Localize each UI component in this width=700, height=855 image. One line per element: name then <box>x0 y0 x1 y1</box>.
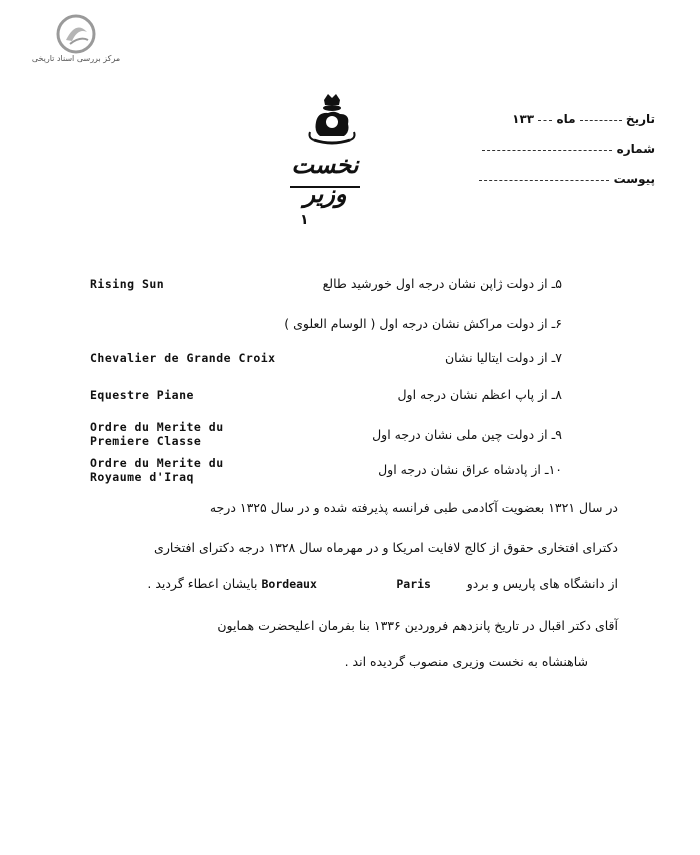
date-field <box>470 112 655 126</box>
decoration-latin <box>90 420 224 448</box>
decoration-latin <box>90 456 224 484</box>
item-text: از دولت مراکش نشان درجه اول ( الوسام العلوی ) <box>284 316 548 331</box>
attachment-field <box>470 172 655 186</box>
year-value: ۱۳۳ <box>512 112 535 126</box>
page-marker: ۱ <box>300 212 309 228</box>
item-number: ۸ <box>555 387 562 402</box>
latin-line: Ordre du Merite du <box>90 456 224 470</box>
office-title: نخست وزیر <box>291 150 359 208</box>
item-number: ۵ <box>555 276 562 291</box>
decoration-latin: Rising Sun <box>90 277 165 291</box>
decoration-item: ۸ـ از پاپ اعظم نشان درجه اول <box>397 387 562 402</box>
item-number: ۹ <box>555 427 562 442</box>
item-number: ۱۰ <box>548 462 562 477</box>
latin-line: Royaume d'Iraq <box>90 470 194 484</box>
text-part: از دانشگاه های پاریس و بردو <box>466 576 618 591</box>
archive-logo-icon <box>56 14 96 54</box>
item-text: از پاپ اعظم نشان درجه اول <box>397 387 548 402</box>
item-text: از دولت ایتالیا نشان <box>444 350 548 365</box>
item-text: از دولت ژاپن نشان درجه اول خورشید طالع <box>322 276 548 291</box>
item-number: ۶ <box>555 316 562 331</box>
number-label: شماره <box>616 142 655 156</box>
attachment-label: پیوست <box>613 172 655 186</box>
month-label: ماه <box>556 112 576 126</box>
paragraph-line: شاهنشاه به نخست وزیری منصوب گردیده اند . <box>344 654 588 669</box>
lion-and-sun-crest <box>306 92 358 152</box>
number-field <box>470 142 655 156</box>
paragraph-line: آقای دکتر اقبال در تاریخ پانزدهم فروردین ۱۳۳۶ بنا بفرمان اعلیحضرت همایون <box>217 618 618 633</box>
date-label: تاریخ <box>625 112 655 126</box>
latin-line: Ordre du Merite du <box>90 420 224 434</box>
decoration-item: ۶ـ از دولت مراکش نشان درجه اول ( الوسام العلوی ) <box>284 316 562 331</box>
paragraph-line <box>147 576 618 591</box>
item-text: از پادشاه عراق نشان درجه اول <box>378 462 541 477</box>
item-number: ۷ <box>555 350 562 365</box>
watermark-text: مرکز بررسی اسناد تاریخی <box>31 54 121 63</box>
title-underline <box>290 186 360 188</box>
item-text: از دولت چین ملی نشان درجه اول <box>372 427 548 442</box>
archive-watermark <box>28 14 124 64</box>
decoration-latin: Equestre Piane <box>90 388 194 402</box>
crest-icon <box>306 92 358 148</box>
decoration-item: ۹ـ از دولت چین ملی نشان درجه اول <box>372 427 562 442</box>
latin-line: Premiere Classe <box>90 434 202 448</box>
paris-label: Paris <box>396 577 431 591</box>
text-part: بایشان اعطاء گردید . <box>147 576 258 591</box>
decoration-item: ۷ـ از دولت ایتالیا نشان <box>444 350 562 365</box>
decoration-item: ۵ـ از دولت ژاپن نشان درجه اول خورشید طالع <box>322 276 562 291</box>
paragraph-line: دکترای افتخاری حقوق از کالج لافایت امریکا و در مهرماه سال ۱۳۲۸ درجه دکترای افتخاری <box>154 540 618 555</box>
bordeaux-label: Bordeaux <box>261 577 317 591</box>
paragraph-line: در سال ۱۳۲۱ بعضویت آکادمی طبی فرانسه پذیرفته شده و در سال ۱۳۲۵ درجه <box>209 500 618 515</box>
decoration-latin: Chevalier de Grande Croix <box>90 351 276 365</box>
decoration-item: ۱۰ـ از پادشاه عراق نشان درجه اول <box>378 462 562 477</box>
